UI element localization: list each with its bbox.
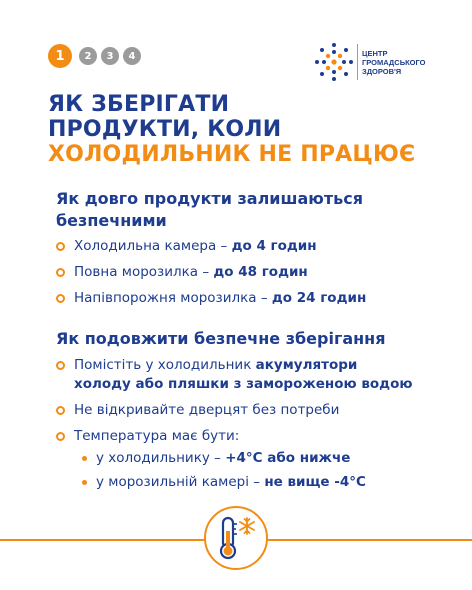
list-item: Помістіть у холодильник акумулятори холоду або пляшки з замороженою водою [56, 356, 436, 394]
logo-dots-icon [313, 41, 355, 83]
bullet-icon [56, 242, 65, 251]
sub-list-item: у холодильнику – +4°С або нижче [74, 449, 436, 468]
bullet-icon [56, 361, 65, 370]
list-item: Холодильна камера – до 4 годин [56, 237, 436, 256]
bullet-icon [56, 294, 65, 303]
bullet-icon [56, 268, 65, 277]
step-indicator [48, 44, 141, 68]
step-4: 4 [123, 47, 141, 65]
section-2-heading: Як подовжити безпечне зберігання [56, 329, 386, 348]
sub-list-item: у морозильній камері – не вище -4°С [74, 473, 436, 492]
section-1-heading: Як довго продукти залишаються безпечними [56, 189, 363, 230]
title-line-2: ПРОДУКТИ, КОЛИ [48, 117, 282, 142]
logo-text: ЦЕНТР ГРОМАДСЬКОГО ЗДОРОВ'Я [362, 48, 426, 76]
sub-list [74, 449, 436, 492]
step-2: 2 [79, 47, 97, 65]
step-3: 3 [101, 47, 119, 65]
section-1-list [56, 237, 436, 308]
page-title [48, 92, 415, 167]
list-item: Напівпорожня морозилка – до 24 годин [56, 289, 436, 308]
list-item: Температура має бути: у холодильнику – +4°С або нижче у морозильній камері – не вище -4°С [56, 427, 436, 492]
logo [313, 41, 425, 83]
list-item: Не відкривайте дверцят без потреби [56, 401, 436, 420]
section-2-list [56, 356, 436, 492]
bullet-icon [56, 406, 65, 415]
step-1: 1 [48, 44, 72, 68]
title-line-3: ХОЛОДИЛЬНИК НЕ ПРАЦЮЄ [48, 142, 416, 167]
list-item: Повна морозилка – до 48 годин [56, 263, 436, 282]
title-line-1: ЯК ЗБЕРІГАТИ [48, 92, 230, 117]
thermometer-snowflake-icon [214, 514, 258, 562]
thermometer-badge [204, 506, 268, 570]
bullet-icon [56, 432, 65, 441]
